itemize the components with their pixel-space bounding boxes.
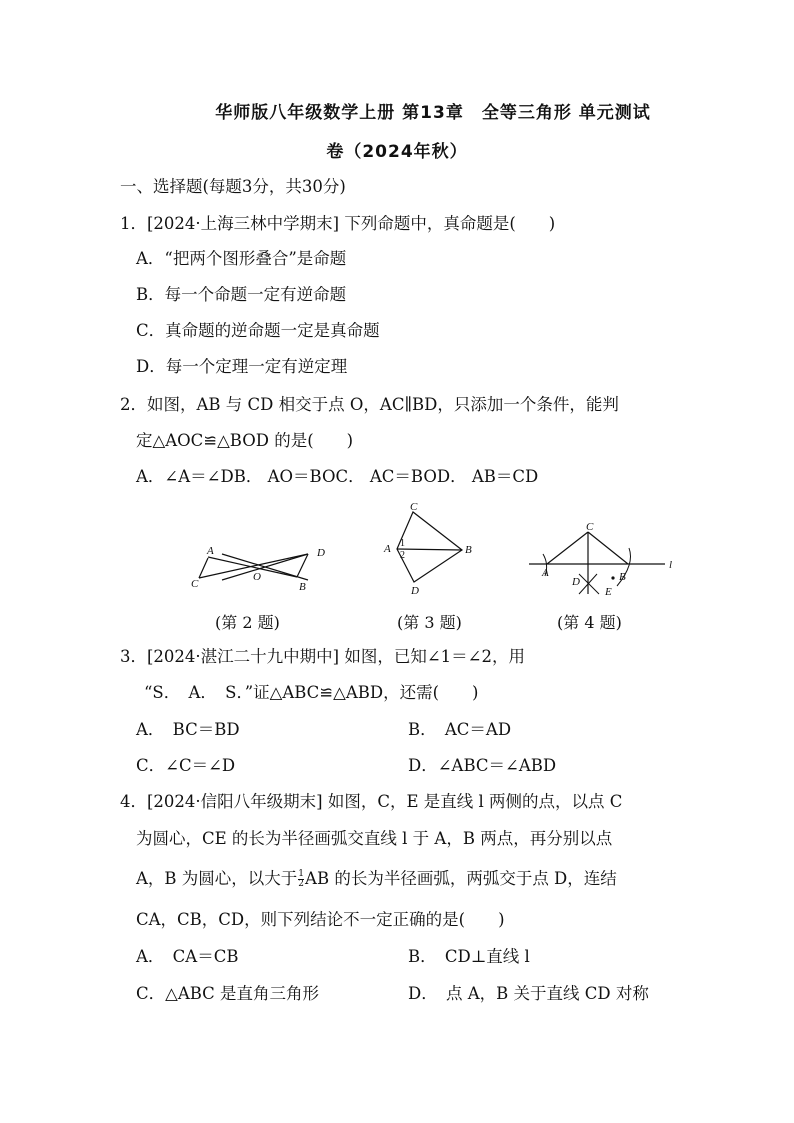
fig2-label-d: D bbox=[317, 547, 325, 559]
document-title-line2: 卷（2024年秋） bbox=[326, 142, 468, 162]
fraction-numerator: 1 bbox=[298, 869, 305, 879]
question-1-option-c: C．真命题的逆命题一定是真命题 bbox=[136, 321, 380, 340]
figure-3-caption: (第 3 题) bbox=[397, 613, 462, 632]
question-4-stem-line3-part2: AB 的长为半径画弧，两弧交于点 D，连结 bbox=[305, 869, 617, 888]
fig2-label-a: A bbox=[207, 545, 214, 557]
question-4-stem-line2: 为圆心，CE 的长为半径画弧交直线 l 于 A，B 两点，再分别以点 bbox=[136, 829, 613, 848]
figure-4-diagram bbox=[525, 518, 685, 598]
question-1-option-a: A．“把两个图形叠合”是命题 bbox=[136, 249, 347, 268]
fig3-label-b: B bbox=[465, 544, 472, 556]
fig4-label-c: C bbox=[586, 521, 594, 533]
fig4-label-e: E bbox=[605, 586, 612, 598]
question-1-option-b: B．每一个命题一定有逆命题 bbox=[136, 285, 347, 304]
question-4-option-d: D． 点 A，B 关于直线 CD 对称 bbox=[408, 984, 649, 1003]
question-3-stem-line1: 3．[2024·湛江二十九中期中] 如图，已知∠1＝∠2，用 bbox=[120, 647, 525, 666]
question-4-option-a: A． CA＝CB bbox=[136, 947, 239, 966]
fig4-label-b: B bbox=[619, 571, 626, 583]
question-4-stem-line4: CA，CB，CD，则下列结论不一定正确的是( ) bbox=[136, 910, 505, 929]
question-3-option-b: B． AC＝AD bbox=[408, 720, 512, 739]
fig4-label-a: A bbox=[542, 567, 549, 579]
section-heading: 一、选择题(每题3分，共30分) bbox=[120, 177, 346, 196]
question-3-stem-line2: “S． A． S．”证△ABC≌△ABD，还需( ) bbox=[144, 683, 479, 702]
question-2-options: A．∠A＝∠DB． AO＝BOC． AC＝BOD． AB＝CD bbox=[136, 467, 539, 486]
fig3-label-angle2: 2 bbox=[400, 550, 405, 561]
figure-2-diagram bbox=[185, 540, 335, 600]
figure-4-caption: (第 4 题) bbox=[557, 613, 622, 632]
fig4-label-l: l bbox=[669, 559, 673, 571]
fig3-label-a: A bbox=[384, 543, 391, 555]
question-4-option-b: B． CD⊥直线 l bbox=[408, 947, 530, 966]
question-4-stem-line3 bbox=[136, 868, 617, 890]
fig2-label-o: O bbox=[253, 571, 261, 583]
question-3-option-a: A． BC＝BD bbox=[136, 720, 240, 739]
question-1-option-d: D．每一个定理一定有逆定理 bbox=[136, 357, 348, 376]
fig4-label-d: D bbox=[572, 576, 580, 588]
question-4-option-c: C．△ABC 是直角三角形 bbox=[136, 984, 320, 1003]
document-title: 华师版八年级数学上册 第13章 全等三角形 单元测试 bbox=[215, 103, 651, 123]
fig2-label-b: B bbox=[299, 581, 306, 593]
question-1-stem: 1．[2024·上海三林中学期末] 下列命题中，真命题是( ) bbox=[120, 214, 556, 233]
fig2-label-c: C bbox=[191, 578, 199, 590]
question-4-stem-line1: 4．[2024·信阳八年级期末] 如图，C，E 是直线 l 两侧的点，以点 C bbox=[120, 792, 623, 811]
question-3-option-c: C．∠C＝∠D bbox=[136, 756, 236, 775]
fig3-label-angle1: 1 bbox=[400, 538, 405, 549]
figure-3-diagram bbox=[380, 498, 480, 600]
question-4-stem-line3-part1: A，B 为圆心，以大于 bbox=[136, 869, 298, 888]
fig3-label-d: D bbox=[411, 585, 419, 597]
fraction-denominator: 2 bbox=[298, 879, 305, 889]
figure-2-caption: (第 2 题) bbox=[215, 613, 280, 632]
question-2-stem-line1: 2．如图，AB 与 CD 相交于点 O，AC∥BD，只添加一个条件，能判 bbox=[120, 395, 619, 414]
fig3-label-c: C bbox=[410, 501, 418, 513]
fraction-one-half bbox=[298, 870, 304, 889]
question-2-stem-line2: 定△AOC≌△BOD 的是( ) bbox=[136, 431, 354, 450]
question-3-option-d: D．∠ABC＝∠ABD bbox=[408, 756, 557, 775]
